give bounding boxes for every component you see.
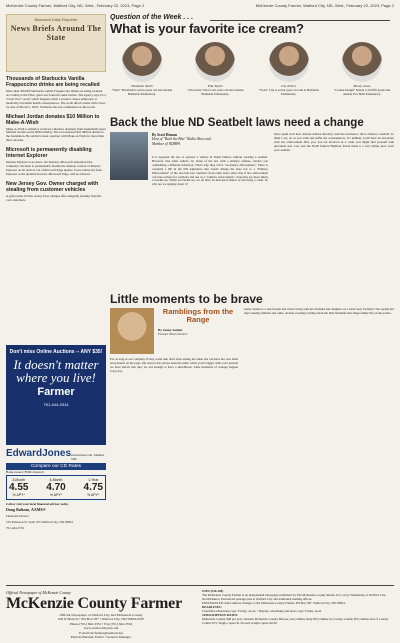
rate-value: 4.75	[83, 482, 103, 493]
rates-title: Compare our CD Rates	[6, 463, 106, 470]
masthead-address2: 108 N Main St • PO Box 587 • Watford City, ND 58854-0587	[57, 617, 145, 622]
masthead-address1: Official Newspaper of Watford City and McKenzie County	[59, 613, 143, 617]
usps-number: USPS (336-100)	[202, 589, 224, 593]
blue-article-byline	[152, 133, 214, 146]
subscription-title: SUBSCRIPTION RATES:	[202, 613, 239, 617]
masthead-left	[6, 590, 196, 639]
ed-advisor-title: Financial Advisor	[6, 514, 29, 518]
answer-name: Lily Peters	[281, 84, 297, 88]
portrait-photo	[342, 42, 382, 82]
blue-article-col2: Once again we'll hear citizens remark that they want the freedom to drive without a seatbelt. To them I say, do as you wish and suffer the consequences. It's unlikely you'll have an encounter with law enforcement. But, you, you are involved in a crash, you might find yourself with unwanted seat. Last year the North Dakota Highway Patrol made it a very simple plea: wear your seatbelt.	[274, 133, 394, 152]
story-2	[6, 114, 106, 144]
news-briefs-title: News Briefs Around The State	[10, 24, 102, 42]
blue-article-headline: Back the blue ND Seatbelt laws need a change	[110, 117, 364, 129]
masthead-kicker: Official Newspaper of McKenzie County	[6, 590, 71, 595]
answer-quote: "Paris" Elizabeth is seven years old and attends Badlands Elementary.	[111, 88, 173, 96]
question-answers	[110, 42, 394, 117]
answer-card	[110, 42, 174, 117]
rate-item	[9, 478, 28, 497]
story-headline: Microsoft is permanently disabling Internet Explorer	[6, 147, 92, 160]
ad-brand: Farmer	[37, 386, 75, 398]
story-headline: New Jersey Gov. Owner charged with stealing from customer vehicles	[6, 180, 99, 193]
masthead-email[interactable]: E-mail: mcfarmer@nemont.net	[79, 630, 123, 635]
rate-term: 6-Month	[49, 478, 63, 482]
rate-value: 4.55	[9, 482, 29, 493]
rate-item	[84, 478, 103, 497]
moments-col1: For as long as our company, Evany could talk, she's been asking me when she can have her own hand and patterns on the page. My answer has always been the same: when you're bigger. Kids can't pretend we have shown that they are old enough to have a sketchbook. Little moments of courage happen every day.	[110, 358, 238, 373]
story-body: A gym owner in New Jersey faces charges after allegedly stealing from his own customers.	[6, 193, 102, 202]
news-briefs-kicker: Bismarck Daily Reporter	[34, 17, 78, 22]
story-headline: Michael Jordan donates $10 Million to Make-A-Wish	[6, 113, 100, 126]
page-header	[6, 3, 394, 13]
answer-name: Monty Jones	[353, 84, 371, 88]
subscription-text: McKenzie County $48 per year; Outside McKenzie County $60 per year; Online Only $35; Online for County Combo $55; Online Out of County Combo $75. Single copies $1.50 each weight copies $2.00.	[202, 617, 389, 625]
question-header	[110, 14, 394, 34]
masthead-web[interactable]: www.watfordcitynd.com	[83, 626, 119, 631]
postmaster-note: POSTMASTER: Send address changes to the McKenzie County Farmer, PO Box 587, Watford City, ND 58854.	[202, 601, 346, 605]
rate-unit: % APY*	[87, 493, 100, 497]
blue-article-col1: It is apparent the law to sponsor a vehicle in North Dakota without wearing a seatbelt. However, that same vehicle, by virtue of the law with a primary offense, catches you committing a different infraction. That's why they call it "secondary enforcement." There is currently a bill in the ND legislature that would change the state law to a "Primary Enforcement" of the seat belt law. Statistics from other states show that if law enforcement can issue tickets for seatbelts and use as a "primary enforcement", motorists are more likely to buckle up. When we buckle up, we all have an increased chance of surviving a crash. So why are we arguing about it?	[152, 156, 268, 187]
masthead-footer	[6, 585, 394, 640]
deadlines-title: DEADLINES:	[202, 605, 222, 609]
rate-value: 4.70	[46, 482, 66, 493]
story-1	[6, 76, 106, 110]
question-rule	[210, 20, 390, 21]
answer-name: Ella Taylor	[207, 84, 223, 88]
question-kicker: Question of the Week . . .	[110, 14, 194, 21]
masthead-phone: Phone (701) 842-3351 • Fax (701) 842-3552	[69, 621, 133, 626]
column-name: Ramblings from the Range	[162, 307, 234, 324]
byline-sub: Host of "Back the Blue" Radio Show and Member of NDHPA	[152, 137, 211, 146]
masthead-name: McKenzie County Farmer	[6, 595, 182, 612]
edward-jones-ad[interactable]	[6, 448, 106, 583]
ed-phone: 701-444-3791	[6, 526, 25, 530]
publisher-statement: The McKenzie County Farmer is an independent newspaper published by The McKenzie County Media LLC every Wednesday at Watford City, North Dakota. Periodicals postage paid at Watford City and additional mailing offices.	[202, 593, 386, 601]
ad-headline: Don't miss Online Auctions -- ANY $35!	[9, 349, 103, 355]
masthead-publisher: Patricia Burstad, Editor • General Manager	[70, 635, 132, 640]
answer-name: Elizabeth Smith	[131, 84, 153, 88]
ad-phone: 701-444-3314	[43, 402, 69, 407]
column-illustration	[110, 308, 154, 354]
portrait-photo	[269, 42, 309, 82]
byline-name: By Jenny Sauber	[158, 328, 183, 332]
author-photo	[110, 132, 148, 180]
ed-cta: Call or visit your local financial advisor today.	[6, 502, 69, 506]
rates-table	[6, 475, 106, 500]
portrait-photo	[122, 42, 162, 82]
edward-jones-logo: EdwardJones	[6, 448, 72, 459]
ed-advisor: Doug Baltzan, AAMS®	[6, 507, 46, 512]
rate-term: 3-Month	[12, 478, 26, 482]
moments-col2: Jenny Sauber is a ranch mom and writer living with her husband and daughter on a ranch near Fairfield. She spends her days chasing children and cattle, and her evenings writing about the little moments that shape family life on the prairie.	[244, 308, 394, 315]
byline-name: By Scott Homan	[152, 133, 178, 137]
edward-jones-url[interactable]: edwardjones.com | Member SIPC	[71, 453, 105, 461]
rate-term: 1-Year	[88, 478, 99, 482]
story-body: Make-A-Wish to America received a massive donation from basketball's great Michael Jordan on his 60th birthday. The icon donated $10 million dollars to the foundation. He said he's been a partner with Make-A-Wish for more than three decades.	[6, 126, 106, 143]
story-body: Internet Explorer is no more. On Tuesday, Microsoft announced the company's decision to permanently disable the desktop version of Internet Explorer on all devices via a Microsoft Edge update. Users redirected from Explorer to the updated browser. Microsoft Edge, will be allowed.	[6, 160, 102, 176]
answer-card	[257, 42, 321, 117]
moments-headline: Little moments to be brave	[110, 292, 263, 306]
answer-card	[183, 42, 247, 117]
rate-item	[46, 478, 65, 497]
portrait-photo	[195, 42, 235, 82]
auction-ad[interactable]	[6, 345, 106, 445]
ed-address: 105 Patterson St, Suite 105 Watford City, ND 58854	[6, 520, 73, 524]
story-headline: Thousands of Starbucks Vanilla Frappuccino drinks are being recalled	[6, 76, 100, 88]
rate-unit: % APY*	[12, 493, 25, 497]
story-4	[6, 181, 106, 203]
story-3	[6, 147, 106, 177]
story-body: More than 300,000 Starbucks vanilla Frappuccino drinks are being recalled. According to the FDA, glass was found in some bottles. The agency says it's a "Class Two" recall, which happens when a product causes temporary or medically reversible health consequences. The recall affects items with a best-by date of March 5, 2023. Starbucks has not commented on the recall.	[6, 89, 106, 109]
news-briefs-banner	[6, 14, 106, 72]
rates-sub: Bank-issued, FDIC-Insured	[6, 470, 44, 474]
masthead-right	[202, 589, 394, 625]
answer-quote: "Twist" Lily is seven years old and at Badlands Elementary.	[258, 88, 319, 96]
header-left: McKenzie County Farmer, Watford City, ND, Wed., February 22, 2023, Page 2	[6, 3, 145, 8]
header-right: McKenzie County Farmer, Watford City, ND, Wed., February 22, 2023, Page 2	[255, 3, 394, 8]
ad-script: It doesn't matter where you live!	[13, 357, 99, 385]
byline-sub: Farmer News Service	[158, 332, 188, 336]
deadlines-text: Classified advertising copy: Friday, 4 p.m. • Display advertising and news copy: Friday, noon	[202, 609, 322, 613]
moments-byline	[158, 328, 238, 336]
answer-card	[330, 42, 394, 117]
question-title: What is your favorite ice cream?	[110, 21, 304, 36]
answer-quote: "Chocolate" Ella is six years old and attends Badlands Elementary.	[187, 88, 244, 96]
answer-quote: "Cookie Dough" Monty is in fifth grade and attends Fox Hills Elementary.	[333, 88, 391, 96]
rate-unit: % APY*	[49, 493, 63, 497]
